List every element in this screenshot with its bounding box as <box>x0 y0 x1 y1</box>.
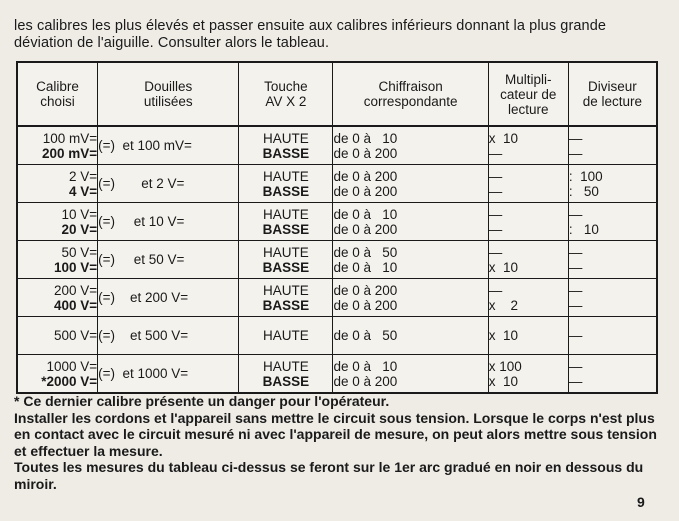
header-calibre: Calibre choisi <box>17 62 98 126</box>
cell-touche: HAUTE BASSE <box>239 165 333 203</box>
cell-diviseur: — — <box>568 241 657 279</box>
table-row <box>17 317 657 355</box>
table-row <box>17 165 657 203</box>
cell-touche: HAUTE BASSE <box>239 355 333 394</box>
cell-touche: HAUTE BASSE <box>239 279 333 317</box>
cell-multiplicateur: x 100 x 10 <box>488 355 568 394</box>
table-row <box>17 279 657 317</box>
intro-line-2: déviation de l'aiguille. Consulter alors le tableau. <box>14 35 330 51</box>
note-danger: * Ce dernier calibre présente un danger pour l'opérateur. <box>14 393 390 409</box>
header-touche: Touche AV X 2 <box>239 62 333 126</box>
cell-calibre: 1000 V= *2000 V= <box>17 355 98 394</box>
cell-touche: HAUTE BASSE <box>239 126 333 165</box>
cell-diviseur: — : 10 <box>568 203 657 241</box>
cell-multiplicateur: x 10 <box>488 317 568 355</box>
cell-douilles: (=) et 200 V= <box>98 279 239 317</box>
table-row <box>17 203 657 241</box>
header-diviseur: Diviseur de lecture <box>568 62 657 126</box>
cell-chiffraison: de 0 à 50 <box>333 317 488 355</box>
cell-chiffraison: de 0 à 200 de 0 à 200 <box>333 279 488 317</box>
table-header-row <box>17 62 657 126</box>
table-row <box>17 355 657 394</box>
cell-multiplicateur: x 10 — <box>488 126 568 165</box>
cell-chiffraison: de 0 à 200 de 0 à 200 <box>333 165 488 203</box>
cell-douilles: (=) et 500 V= <box>98 317 239 355</box>
cell-douilles: (=) et 2 V= <box>98 165 239 203</box>
cell-diviseur: : 100 : 50 <box>568 165 657 203</box>
cell-douilles: (=) et 100 mV= <box>98 126 239 165</box>
cell-multiplicateur: — — <box>488 203 568 241</box>
intro-line-1: les calibres les plus élevés et passer ensuite aux calibres inférieurs donnant la plus grande <box>14 18 607 34</box>
cell-calibre: 200 V= 400 V= <box>17 279 98 317</box>
note-measures: Toutes les mesures du tableau ci-dessus se feront sur le 1er arc gradué en noir en dessous du miroir. <box>14 459 644 492</box>
cell-multiplicateur: — x 10 <box>488 241 568 279</box>
cell-calibre: 50 V= 100 V= <box>17 241 98 279</box>
header-multiplicateur: Multipli- cateur de lecture <box>488 62 568 126</box>
page-number: 9 <box>637 494 645 510</box>
cell-chiffraison: de 0 à 10 de 0 à 200 <box>333 355 488 394</box>
cell-diviseur: — <box>568 317 657 355</box>
cell-chiffraison: de 0 à 50 de 0 à 10 <box>333 241 488 279</box>
cell-diviseur: — — <box>568 126 657 165</box>
calibre-table <box>16 61 658 394</box>
cell-touche: HAUTE BASSE <box>239 203 333 241</box>
cell-calibre: 10 V= 20 V= <box>17 203 98 241</box>
note-installation: Installer les cordons et l'appareil sans mettre le circuit sous tension. Lorsque le corps n'est plus en contact avec le circuit mesuré ni avec l'appareil de mesure, on peut alors mettre sous tension et effectuer la mesure. <box>14 409 657 459</box>
table-row <box>17 241 657 279</box>
cell-calibre: 2 V= 4 V= <box>17 165 98 203</box>
cell-touche: HAUTE <box>239 317 333 355</box>
cell-multiplicateur: — — <box>488 165 568 203</box>
header-chiffraison: Chiffraison correspondante <box>333 62 488 126</box>
cell-douilles: (=) et 10 V= <box>98 203 239 241</box>
cell-multiplicateur: — x 2 <box>488 279 568 317</box>
cell-douilles: (=) et 1000 V= <box>98 355 239 394</box>
cell-touche: HAUTE BASSE <box>239 241 333 279</box>
table-row <box>17 126 657 165</box>
notes-section <box>14 393 666 492</box>
intro-paragraph <box>14 18 666 52</box>
cell-calibre: 100 mV= 200 mV= <box>17 126 98 165</box>
cell-diviseur: — — <box>568 355 657 394</box>
cell-chiffraison: de 0 à 10 de 0 à 200 <box>333 203 488 241</box>
cell-calibre: 500 V= <box>17 317 98 355</box>
cell-diviseur: — — <box>568 279 657 317</box>
cell-douilles: (=) et 50 V= <box>98 241 239 279</box>
cell-chiffraison: de 0 à 10 de 0 à 200 <box>333 126 488 165</box>
header-douilles: Douilles utilisées <box>98 62 239 126</box>
